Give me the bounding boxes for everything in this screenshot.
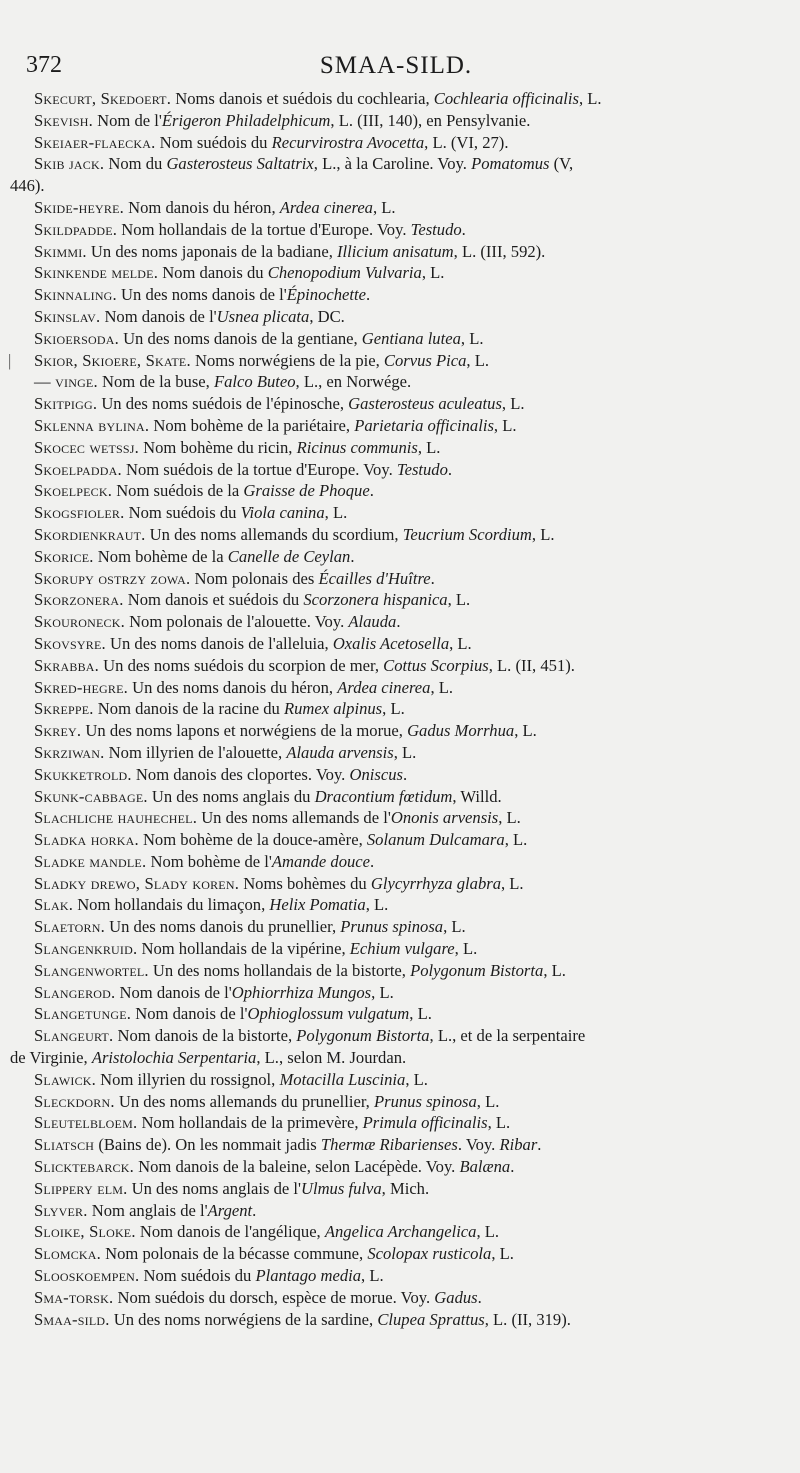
latin-name: Érigeron Philadelphicum xyxy=(161,110,331,130)
dictionary-entry xyxy=(34,894,784,916)
dictionary-entry xyxy=(34,1003,784,1025)
dictionary-entry xyxy=(34,524,784,546)
entry-text: Un des noms allemands de l' xyxy=(197,808,391,828)
dictionary-entry xyxy=(34,1200,784,1222)
latin-name: Thermæ Ribarienses xyxy=(320,1135,458,1155)
dictionary-entry xyxy=(34,132,784,154)
dictionary-entry xyxy=(34,1265,784,1287)
entry-text: , L. xyxy=(491,1244,514,1264)
headword: Slangenwortel. xyxy=(34,960,149,980)
headword: Sloike, Sloke. xyxy=(34,1222,136,1242)
headword: Slyver. xyxy=(34,1200,88,1220)
entry-text: , L., selon M. Jourdan. xyxy=(256,1048,407,1068)
headword: Slangerod. xyxy=(34,982,116,1002)
dictionary-entry xyxy=(34,829,784,851)
entry-text: Nom danois de l' xyxy=(115,982,232,1002)
entry-text: , L. xyxy=(498,808,521,828)
entry-text: , L. xyxy=(382,699,405,719)
latin-name: Gadus xyxy=(434,1287,478,1307)
entry-text: Nom bohème du ricin, xyxy=(139,437,297,457)
entry-text: , L. (III, 592). xyxy=(453,241,546,261)
latin-name: Parietaria officinalis xyxy=(354,415,494,435)
dictionary-entry xyxy=(34,589,784,611)
latin-name: Clupea Sprattus xyxy=(377,1309,485,1329)
entry-text: , DC. xyxy=(309,306,345,326)
latin-name: Aristolochia Serpentaria xyxy=(91,1048,257,1068)
entry-text: , L. xyxy=(409,1004,432,1024)
entry-text: , L. xyxy=(372,197,396,217)
dictionary-entry xyxy=(34,786,784,808)
latin-name: Pomatomus xyxy=(471,154,550,174)
dictionary-entry xyxy=(34,807,784,829)
headword: Sma-torsk. xyxy=(34,1287,114,1307)
entry-text: , Mich. xyxy=(381,1178,430,1198)
entry-text: Noms norwégiens de la pie, xyxy=(190,350,384,370)
entry-text: , L. xyxy=(504,830,528,850)
entry-text: Un des noms suédois de l'épinosche, xyxy=(97,394,349,414)
entry-text: Un des noms hollandais de la bistorte, xyxy=(148,960,411,980)
headword: Skunk-cabbage. xyxy=(34,786,148,806)
entry-text: , L. xyxy=(443,917,466,937)
headword: Skred-hegre. xyxy=(34,677,128,697)
entry-text: Un des noms norwégiens de la sardine, xyxy=(109,1309,378,1329)
latin-name: Cochlearia officinalis xyxy=(433,89,579,108)
latin-name: Illicium anisatum xyxy=(337,241,454,261)
entry-text: , L. xyxy=(430,677,454,697)
entry-text: . xyxy=(366,285,371,305)
dictionary-entry xyxy=(34,306,784,328)
dictionary-entry xyxy=(34,328,784,350)
entry-text: Nom suédois du xyxy=(124,503,241,523)
entry-text: Un des noms allemands du prunellier, xyxy=(114,1091,374,1111)
entry-text: , L., et de la serpentaire xyxy=(429,1026,586,1046)
dictionary-entry xyxy=(34,502,784,524)
entry-text: , L. (II, 451). xyxy=(488,655,575,675)
entry-text: Un des noms anglais de l' xyxy=(127,1178,301,1198)
headword: Skecurt, Skedoert. xyxy=(34,89,172,108)
latin-name: Primula officinalis xyxy=(362,1113,488,1133)
latin-name: Scolopax rusticola xyxy=(367,1244,492,1264)
dictionary-entry xyxy=(34,633,784,655)
entry-text: Nom suédois de la xyxy=(112,481,244,501)
headword: Skitpigg. xyxy=(34,394,98,414)
dictionary-entry xyxy=(34,698,784,720)
latin-name: Falco Buteo xyxy=(213,372,296,392)
dictionary-entry xyxy=(34,677,784,699)
latin-name: Ardea cinerea xyxy=(337,677,431,697)
headword: Sladke mandle. xyxy=(34,851,147,871)
headword: Slachliche hauhechel. xyxy=(34,808,198,828)
dictionary-entry xyxy=(34,568,784,590)
headword: Slangeurt. xyxy=(34,1026,114,1046)
latin-name: Solanum Dulcamara xyxy=(366,830,505,850)
latin-name: Ophiorrhiza Mungos xyxy=(231,982,372,1002)
entry-text: Un des noms lapons et norwégiens de la morue, xyxy=(81,721,408,741)
latin-name: Dracontium fœtidum xyxy=(314,786,453,806)
dictionary-entry xyxy=(34,1134,784,1156)
margin-mark: | xyxy=(8,350,12,370)
entry-text: Un des noms allemands du scordium, xyxy=(145,524,403,544)
entry-text: . xyxy=(447,459,453,479)
entry-text: Un des noms danois de l' xyxy=(116,285,287,305)
entry-text: Nom anglais de l' xyxy=(87,1200,208,1220)
headword: Slaetorn. xyxy=(34,917,105,937)
latin-name: Alauda xyxy=(348,612,397,632)
entry-text: , L. xyxy=(466,350,490,370)
dictionary-entry xyxy=(34,1243,784,1265)
entry-text: , L. (VI, 27). xyxy=(424,132,509,152)
dictionary-entry xyxy=(34,415,784,437)
headword: Slomcka. xyxy=(34,1244,101,1264)
entry-text: Nom suédois du dorsch, espèce de morue. Voy. xyxy=(113,1287,435,1307)
headword: Sleutelbloem. xyxy=(34,1113,138,1133)
entry-text: , L. xyxy=(454,939,478,959)
entry-text: , L. (III, 140), en Pensylvanie. xyxy=(330,110,531,130)
entry-text: Nom danois du héron, xyxy=(123,197,280,217)
entry-text: Nom polonais de la bécasse commune, xyxy=(100,1244,368,1264)
entry-text: . Voy. xyxy=(457,1135,500,1155)
dictionary-entry xyxy=(34,284,784,306)
latin-name: Polygonum Bistorta xyxy=(410,960,544,980)
entry-text: . xyxy=(396,612,401,632)
dictionary-entry xyxy=(34,480,784,502)
headword: Skinslav. xyxy=(34,306,101,326)
latin-name: Recurvirostra Avocetta xyxy=(271,132,425,152)
latin-name: Ardea cinerea xyxy=(279,197,373,217)
dictionary-entry xyxy=(34,851,784,873)
entry-text: Nom suédois de la tortue d'Europe. Voy. xyxy=(121,459,397,479)
dictionary-entry xyxy=(34,393,784,415)
dictionary-entry xyxy=(34,110,784,132)
latin-name: Teucrium Scordium xyxy=(402,524,532,544)
headword: Slak. xyxy=(34,895,74,915)
entry-text: Nom polonais de l'alouette. Voy. xyxy=(124,612,349,632)
headword: Skouroneck. xyxy=(34,612,125,632)
dictionary-entry xyxy=(34,153,784,175)
entry-text: , L. xyxy=(324,503,348,523)
entry-text: , Willd. xyxy=(452,786,502,806)
latin-name: Écailles d'Huître xyxy=(318,568,431,588)
latin-name: Gadus Morrhua xyxy=(407,721,515,741)
latin-name: Motacilla Luscinia xyxy=(279,1069,406,1089)
entry-text: . xyxy=(402,764,408,784)
headword: Skrziwan. xyxy=(34,742,105,762)
entry-text: , L. xyxy=(417,437,441,457)
latin-name: Argent xyxy=(207,1200,253,1220)
latin-name: Ononis arvensis xyxy=(390,808,499,828)
entry-text: Nom hollandais de la primevère, xyxy=(137,1113,363,1133)
dictionary-entry xyxy=(34,1309,784,1331)
entry-text: , L. xyxy=(460,328,484,348)
entry-text: . xyxy=(461,219,466,239)
entry-text: , L. xyxy=(501,394,525,414)
latin-name: Ophioglossum vulgatum xyxy=(247,1004,410,1024)
latin-name: Cottus Scorpius xyxy=(383,655,489,675)
headword: Smaa-sild. xyxy=(34,1309,110,1329)
headword: Skoelpeck. xyxy=(34,481,113,501)
headword: Sladka horka. xyxy=(34,830,139,850)
headword: Skinkende melde. xyxy=(34,263,159,283)
entry-text: Nom bohème de la pariétaire, xyxy=(149,415,355,435)
latin-name: Amande douce xyxy=(271,851,371,871)
entry-text: Un des noms japonais de la badiane, xyxy=(86,241,338,261)
dictionary-entry xyxy=(34,655,784,677)
latin-name: Chenopodium Vulvaria xyxy=(267,263,422,283)
entry-text: , L. xyxy=(421,263,445,283)
latin-name: Ulmus fulva xyxy=(300,1178,382,1198)
latin-name: Glycyrrhyza glabra xyxy=(370,873,501,893)
entry-text: Noms danois et suédois du cochlearia, xyxy=(171,89,434,108)
entry-text: Nom danois de l' xyxy=(131,1004,248,1024)
entry-text: Un des noms suédois du scorpion de mer, xyxy=(99,655,384,675)
dictionary-entry xyxy=(34,546,784,568)
dictionary-entry xyxy=(34,611,784,633)
entry-text: , L. xyxy=(501,873,524,893)
dictionary-entry xyxy=(34,459,784,481)
dictionary-entry xyxy=(34,873,784,895)
entry-text: , L. xyxy=(514,721,537,741)
headword: Skocec wetssj. xyxy=(34,437,139,457)
latin-name: Prunus spinosa xyxy=(373,1091,477,1111)
latin-name: Gasterosteus aculeatus xyxy=(348,394,502,414)
entry-text: Un des noms danois du prunellier, xyxy=(104,917,341,937)
headword: Slippery elm. xyxy=(34,1178,128,1198)
headword: Skrey. xyxy=(34,721,82,741)
headword: Skukketrold. xyxy=(34,764,132,784)
latin-name: Rumex alpinus xyxy=(283,699,383,719)
headword: Sklenna bylina. xyxy=(34,415,150,435)
entry-list xyxy=(8,88,784,1330)
dictionary-entry xyxy=(34,720,784,742)
latin-name: Corvus Pica xyxy=(383,350,467,370)
dictionary-entry xyxy=(34,1025,784,1047)
entry-text: Un des noms danois du héron, xyxy=(127,677,338,697)
entry-continuation-line xyxy=(10,175,784,197)
latin-name: Echium vulgare xyxy=(349,939,455,959)
dictionary-entry xyxy=(34,197,784,219)
latin-name: Testudo xyxy=(410,219,462,239)
latin-name: Alauda arvensis xyxy=(286,742,394,762)
latin-name: Canelle de Ceylan xyxy=(227,546,351,566)
dictionary-entry xyxy=(34,742,784,764)
page-header xyxy=(26,52,766,84)
dictionary-entry xyxy=(34,437,784,459)
latin-name: Viola canina xyxy=(240,503,325,523)
entry-text: , L., en Norwége. xyxy=(295,372,412,392)
headword: Skide-heyre. xyxy=(34,197,124,217)
headword: Skorice. xyxy=(34,546,94,566)
entry-text: (Bains de). On les nommait jadis xyxy=(94,1135,321,1155)
entry-text: 446). xyxy=(10,176,45,196)
entry-text: Nom de l' xyxy=(92,110,162,130)
entry-text: Nom danois de la baleine, selon Lacépède. Voy. xyxy=(133,1157,460,1177)
entry-text: Nom bohème de la douce-amère, xyxy=(138,830,367,850)
dictionary-entry xyxy=(34,1156,784,1178)
latin-name: Usnea plicata xyxy=(216,306,310,326)
headword: Skorzonera. xyxy=(34,590,124,610)
entry-text: . xyxy=(477,1287,482,1307)
entry-text: , L. xyxy=(476,1222,500,1242)
headword: — vinge. xyxy=(34,372,98,392)
latin-name: Graisse de Phoque xyxy=(243,481,370,501)
latin-name: Plantago media xyxy=(255,1266,362,1286)
headword: Sliatsch xyxy=(34,1135,95,1155)
entry-text: . xyxy=(370,851,375,871)
entry-text: Nom danois de l'angélique, xyxy=(135,1222,325,1242)
latin-name: Angelica Archangelica xyxy=(324,1222,477,1242)
headword: Skrabba. xyxy=(34,655,99,675)
entry-text: Nom bohème de la xyxy=(93,546,228,566)
dictionary-entry xyxy=(34,241,784,263)
entry-text: Nom du xyxy=(104,154,167,174)
latin-name: Balæna xyxy=(459,1157,511,1177)
latin-name: Oxalis Acetosella xyxy=(332,633,450,653)
entry-text: Un des noms danois de la gentiane, xyxy=(118,328,362,348)
latin-name: Helix Pomatia xyxy=(269,895,366,915)
entry-continuation-line xyxy=(10,1047,784,1069)
dictionary-entry xyxy=(34,1112,784,1134)
headword: Skevish. xyxy=(34,110,93,130)
entry-text: Nom de la buse, xyxy=(97,372,214,392)
entry-text: , L. xyxy=(371,982,394,1002)
entry-text: Nom suédois du xyxy=(139,1266,256,1286)
dictionary-entry xyxy=(34,371,784,393)
headword: Skorupy ostrzy zowa. xyxy=(34,568,191,588)
headword: Slicktebarck. xyxy=(34,1157,134,1177)
headword: Sleckdorn. xyxy=(34,1091,115,1111)
headword: Skreppe. xyxy=(34,699,94,719)
dictionary-entry xyxy=(34,219,784,241)
entry-text: Nom danois de la racine du xyxy=(93,699,284,719)
dictionary-entry xyxy=(34,764,784,786)
entry-text: , L. xyxy=(405,1069,428,1089)
entry-text: Nom danois du xyxy=(158,263,268,283)
entry-text: Nom danois et suédois du xyxy=(123,590,304,610)
entry-text: , L., à la Caroline. Voy. xyxy=(313,154,472,174)
entry-text: , L. xyxy=(578,89,602,108)
running-title: SMAA-SILD. xyxy=(319,52,473,79)
entry-text: Nom polonais des xyxy=(190,568,319,588)
entry-text: Nom illyrien du rossignol, xyxy=(96,1069,280,1089)
entry-text: , L. xyxy=(361,1266,384,1286)
entry-text: , L. xyxy=(449,633,472,653)
entry-text: Nom danois de l' xyxy=(100,306,217,326)
headword: Skogsfioler. xyxy=(34,503,125,523)
headword: Skior, Skioere, Skate. xyxy=(34,350,191,370)
entry-text: Noms bohèmes du xyxy=(239,873,371,893)
headword: Slawick. xyxy=(34,1069,97,1089)
entry-text: , L. xyxy=(393,742,417,762)
latin-name: Gentiana lutea xyxy=(361,328,461,348)
entry-text: Nom suédois du xyxy=(155,132,272,152)
entry-text: Nom hollandais du limaçon, xyxy=(73,895,270,915)
dictionary-entry xyxy=(34,982,784,1004)
entry-text: , L. xyxy=(531,524,555,544)
dictionary-entry xyxy=(34,88,784,110)
headword: Skordienkraut. xyxy=(34,524,146,544)
entry-text: Nom hollandais de la tortue d'Europe. Voy. xyxy=(117,219,411,239)
dictionary-entry xyxy=(34,1287,784,1309)
headword: Skildpadde. xyxy=(34,219,118,239)
headword: Skinnaling. xyxy=(34,285,117,305)
entry-text: Un des noms danois de l'alleluia, xyxy=(105,633,333,653)
headword: Slangenkruid. xyxy=(34,939,138,959)
dictionary-entry xyxy=(34,262,784,284)
latin-name: Prunus spinosa xyxy=(340,917,444,937)
page-number: 372 xyxy=(26,52,62,78)
entry-text: Nom illyrien de l'alouette, xyxy=(104,742,287,762)
headword: Skioersoda. xyxy=(34,328,119,348)
entry-text: Nom danois des cloportes. Voy. xyxy=(131,764,350,784)
latin-name: Gasterosteus Saltatrix xyxy=(166,154,314,174)
entry-text: , L. xyxy=(365,895,389,915)
headword: Skeiaer-flaecka. xyxy=(34,132,156,152)
dictionary-entry xyxy=(34,1091,784,1113)
latin-name: Testudo xyxy=(396,459,448,479)
headword: Skovsyre. xyxy=(34,633,106,653)
headword: Sladky drewo, Slady koren. xyxy=(34,873,240,893)
latin-name: Scorzonera hispanica xyxy=(303,590,448,610)
entry-text: . xyxy=(350,546,355,566)
entry-text: Nom danois de la bistorte, xyxy=(113,1026,297,1046)
entry-text: . xyxy=(430,568,435,588)
entry-text: de Virginie, xyxy=(10,1048,92,1068)
dictionary-entry xyxy=(34,960,784,982)
dictionary-entry xyxy=(8,350,784,372)
headword: Skib jack. xyxy=(34,154,105,174)
entry-text: , L. xyxy=(543,960,566,980)
entry-text: (V, xyxy=(549,154,574,174)
entry-text: Nom bohème de l' xyxy=(146,851,272,871)
headword: Skoelpadda. xyxy=(34,459,122,479)
headword: Skimmi. xyxy=(34,241,87,261)
entry-text: , L. (II, 319). xyxy=(484,1309,571,1329)
entry-text: . xyxy=(369,481,374,501)
headword: Slooskoempen. xyxy=(34,1266,140,1286)
entry-text: Nom hollandais de la vipérine, xyxy=(137,939,350,959)
entry-text: , L. xyxy=(487,1113,511,1133)
dictionary-entry xyxy=(34,1178,784,1200)
dictionary-entry xyxy=(34,1221,784,1243)
dictionary-entry xyxy=(34,916,784,938)
latin-name: Épinochette xyxy=(286,285,366,305)
entry-text: . xyxy=(252,1200,257,1220)
entry-text: , L. xyxy=(447,590,471,610)
entry-text: , L. xyxy=(493,415,517,435)
entry-text: . xyxy=(537,1135,542,1155)
latin-name: Oniscus xyxy=(349,764,403,784)
entry-text: . xyxy=(510,1157,515,1177)
headword: Slangetunge. xyxy=(34,1004,132,1024)
dictionary-entry xyxy=(34,938,784,960)
entry-text: , L. xyxy=(476,1091,500,1111)
entry-text: Un des noms anglais du xyxy=(147,786,315,806)
latin-name: Polygonum Bistorta xyxy=(296,1026,430,1046)
latin-name: Ricinus communis xyxy=(296,437,418,457)
latin-name: Ribar xyxy=(499,1135,538,1155)
dictionary-entry xyxy=(34,1069,784,1091)
